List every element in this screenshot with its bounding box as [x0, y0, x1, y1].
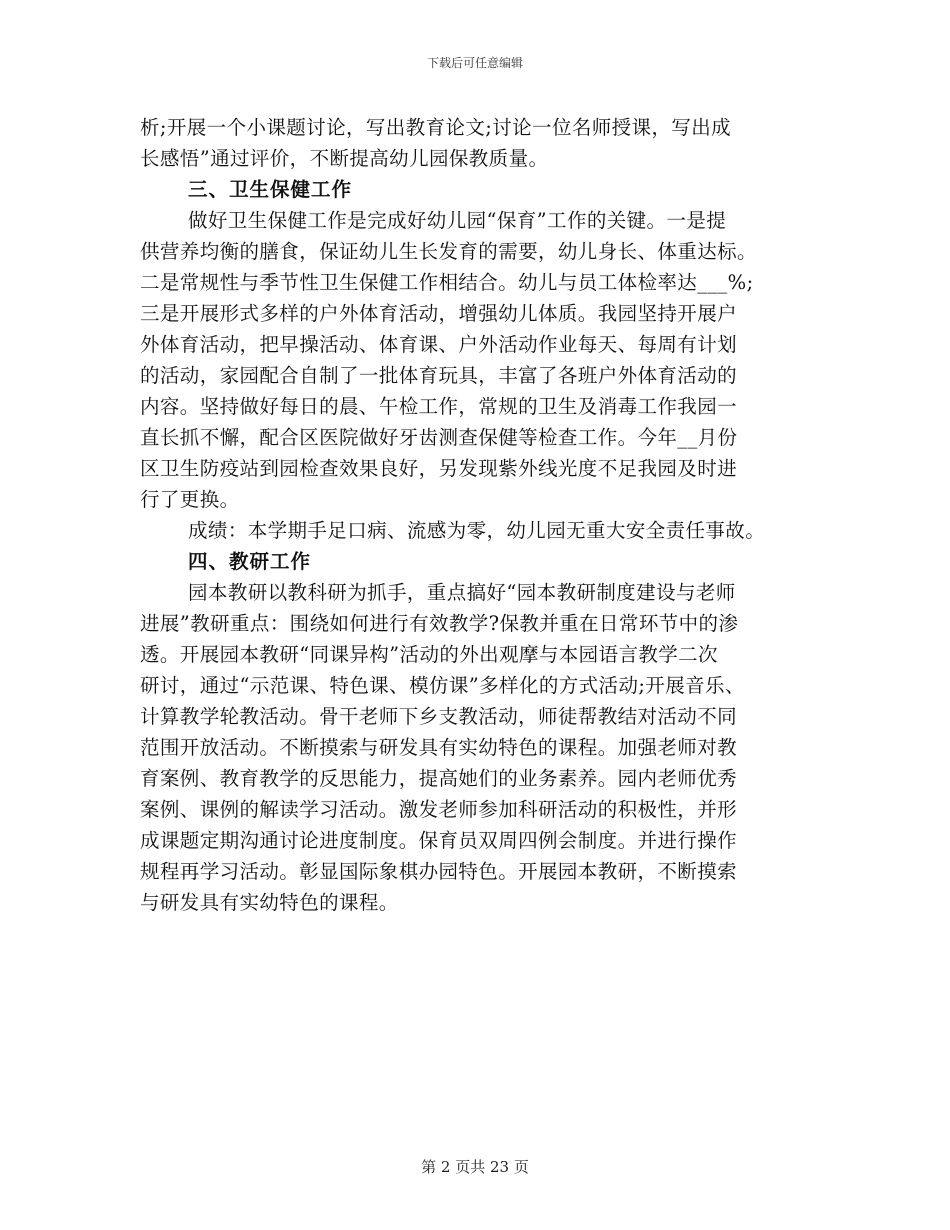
- text-line: 成课题定期沟通讨论进度制度。保育员双周四例会制度。并进行操作: [140, 829, 738, 852]
- text-line: 长感悟”通过评价，不断提高幼儿园保教质量。: [140, 147, 549, 170]
- text-line: 范围开放活动。不断摸索与研发具有实幼特色的课程。加强老师对教: [140, 736, 738, 759]
- text-line: 研讨，通过“示范课、特色课、模仿课”多样化的方式活动;开展音乐、: [140, 674, 745, 697]
- text-line: 计算教学轮教活动。骨干老师下乡支教活动，师徒帮教结对活动不同: [140, 705, 738, 728]
- text-line: 做好卫生保健工作是完成好幼儿园“保育”工作的关键。一是提: [188, 209, 727, 232]
- text-line: 直长抓不懈，配合区医院做好牙齿测查保健等检查工作。今年__月份: [140, 426, 738, 449]
- section-heading: 四、教研工作: [188, 550, 312, 573]
- text-line: 区卫生防疫站到园检查效果良好，另发现紫外线光度不足我园及时进: [140, 457, 738, 480]
- text-line: 内容。坚持做好每日的晨、午检工作，常规的卫生及消毒工作我园一: [140, 395, 738, 418]
- text-line: 与研发具有实幼特色的课程。: [140, 891, 399, 914]
- text-line: 的活动，家园配合自制了一批体育玩具，丰富了各班户外体育活动的: [140, 364, 738, 387]
- text-line: 案例、课例的解读学习活动。激发老师参加科研活动的积极性，并形: [140, 798, 738, 821]
- page-header: 下载后可任意编辑: [426, 56, 523, 70]
- text-line: 供营养均衡的膳食，保证幼儿生长发育的需要，幼儿身长、体重达标。: [140, 240, 757, 263]
- text-line: 进展”教研重点：围绕如何进行有效教学?保教并重在日常环节中的渗: [140, 612, 739, 635]
- page-number: 第 2 页共 23 页: [421, 1158, 529, 1176]
- text-line: 透。开展园本教研“同课异构”活动的外出观摩与本园语言教学二次: [140, 643, 718, 666]
- text-line: 行了更换。: [140, 488, 240, 511]
- text-line: 园本教研以教科研为抓手，重点搞好“园本教研制度建设与老师: [188, 581, 736, 604]
- text-line: 外体育活动，把早操活动、体育课、户外活动作业每天、每周有计划: [140, 333, 738, 356]
- text-line: 育案例、教育教学的反思能力，提高她们的业务素养。园内老师优秀: [140, 767, 738, 790]
- text-line: 析;开展一个小课题讨论，写出教育论文;讨论一位名师授课，写出成: [140, 116, 732, 139]
- section-heading: 三、卫生保健工作: [188, 178, 353, 201]
- text-line: 成绩：本学期手足口病、流感为零，幼儿园无重大安全责任事故。: [188, 519, 766, 542]
- text-line: 二是常规性与季节性卫生保健工作相结合。幼儿与员工体检率达___%;: [140, 271, 754, 294]
- document-body: [140, 112, 820, 918]
- text-line: 规程再学习活动。彰显国际象棋办园特色。开展园本教研，不断摸索: [140, 860, 738, 883]
- text-line: 三是开展形式多样的户外体育活动，增强幼儿体质。我园坚持开展户: [140, 302, 738, 325]
